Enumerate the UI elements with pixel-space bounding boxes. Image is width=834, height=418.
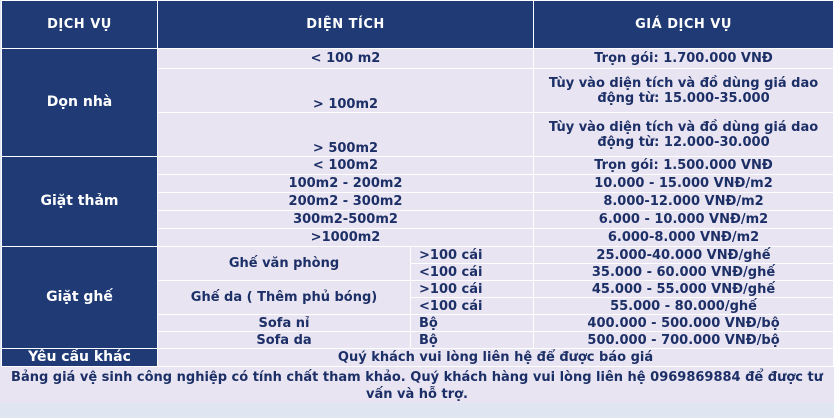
price-cell: 400.000 - 500.000 VNĐ/bộ: [534, 315, 834, 332]
category-giat-ghe: Giặt ghế: [2, 247, 158, 349]
price-cell: Tùy vào diện tích và đồ dùng giá dao động từ: 15.000-35.000: [534, 69, 834, 113]
area-cell: 100m2 - 200m2: [158, 175, 534, 193]
item-sofa-ni: Sofa nỉ: [158, 315, 411, 332]
item-ghe-van-phong: Ghế văn phòng: [158, 247, 411, 281]
price-cell: 8.000-12.000 VNĐ/m2: [534, 193, 834, 211]
header-price: GIÁ DỊCH VỤ: [534, 1, 834, 49]
category-giat-tham: Giặt thảm: [2, 157, 158, 247]
price-cell: Tùy vào diện tích và đồ dùng giá dao động từ: 12.000-30.000: [534, 113, 834, 157]
area-cell: 300m2-500m2: [158, 211, 534, 229]
category-other: Yêu cầu khác: [2, 349, 158, 367]
area-cell: > 100m2: [158, 69, 534, 113]
price-cell: 6.000-8.000 VNĐ/m2: [534, 229, 834, 247]
price-table: [1, 0, 834, 367]
other-text: Quý khách vui lòng liên hệ để được báo giá: [158, 349, 834, 367]
qty-cell: <100 cái: [411, 298, 534, 315]
price-cell: 25.000-40.000 VNĐ/ghế: [534, 247, 834, 264]
table-row: [2, 349, 834, 367]
price-cell: 500.000 - 700.000 VNĐ/bộ: [534, 332, 834, 349]
qty-cell: >100 cái: [411, 247, 534, 264]
area-cell: >1000m2: [158, 229, 534, 247]
footer-note: Bảng giá vệ sinh công nghiệp có tính chất tham khảo. Quý khách hàng vui lòng liên hệ 0969869884 để được tư vấn và hỗ trợ.: [0, 367, 834, 403]
unit-cell: Bộ: [411, 332, 534, 349]
header-area: DIỆN TÍCH: [158, 1, 534, 49]
qty-cell: >100 cái: [411, 281, 534, 298]
category-don-nha: Dọn nhà: [2, 49, 158, 157]
header-service: DỊCH VỤ: [2, 1, 158, 49]
price-cell: 6.000 - 10.000 VNĐ/m2: [534, 211, 834, 229]
item-sofa-da: Sofa da: [158, 332, 411, 349]
area-cell: < 100m2: [158, 157, 534, 175]
price-cell: 10.000 - 15.000 VNĐ/m2: [534, 175, 834, 193]
price-cell: 45.000 - 55.000 VNĐ/ghế: [534, 281, 834, 298]
table-row: [2, 49, 834, 69]
area-cell: < 100 m2: [158, 49, 534, 69]
price-cell: Trọn gói: 1.700.000 VNĐ: [534, 49, 834, 69]
price-cell: Trọn gói: 1.500.000 VNĐ: [534, 157, 834, 175]
table-row: [2, 247, 834, 264]
price-cell: 55.000 - 80.000/ghế: [534, 298, 834, 315]
price-cell: 35.000 - 60.000 VNĐ/ghế: [534, 264, 834, 281]
item-ghe-da: Ghế da ( Thêm phủ bóng): [158, 281, 411, 315]
area-cell: 200m2 - 300m2: [158, 193, 534, 211]
header-row: [2, 1, 834, 49]
unit-cell: Bộ: [411, 315, 534, 332]
qty-cell: <100 cái: [411, 264, 534, 281]
area-cell: > 500m2: [158, 113, 534, 157]
table-row: [2, 157, 834, 175]
